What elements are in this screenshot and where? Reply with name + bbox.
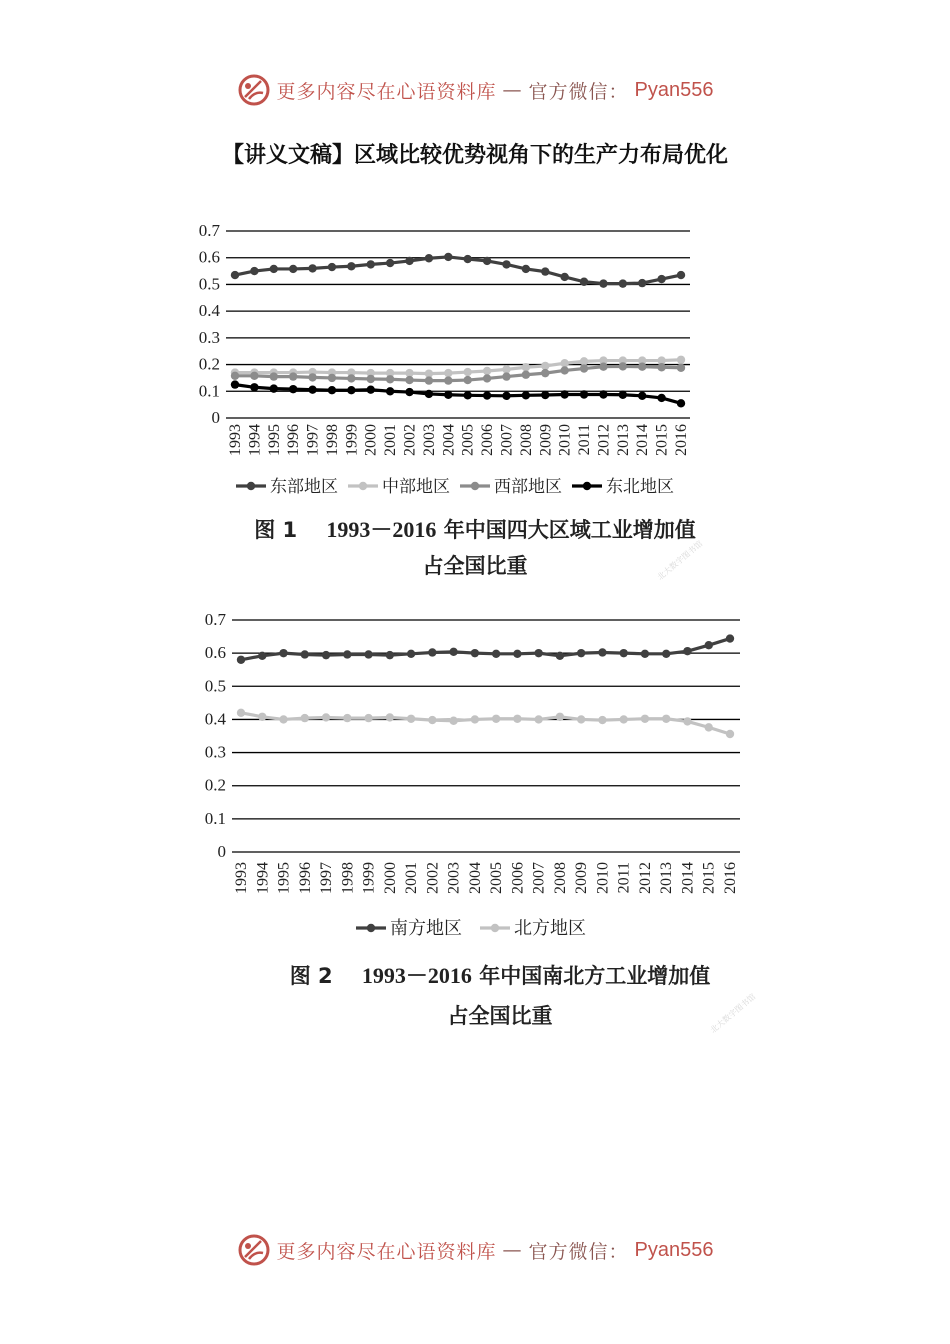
data-point [301,650,309,658]
data-point [279,715,287,723]
data-point [726,634,734,642]
x-tick-label: 1997 [304,424,322,456]
data-point [386,713,394,721]
x-tick-label: 1996 [285,424,303,456]
x-tick-label: 1998 [339,862,357,894]
x-tick-label: 2008 [517,424,535,456]
data-point [428,648,436,656]
x-tick-label: 2011 [576,424,594,456]
series-line [241,639,730,660]
data-point [619,649,627,657]
legend-marker [367,924,375,932]
document-title: 【讲义文稿】区域比较优势视角下的生产力布局优化 [221,143,728,168]
data-point [556,713,564,721]
x-tick-label: 2009 [537,424,555,456]
data-point [258,652,266,660]
data-point [428,716,436,724]
data-point [705,723,713,731]
y-tick-label: 0.7 [198,221,220,240]
data-point [619,715,627,723]
x-tick-label: 1993 [233,862,250,894]
y-tick-label: 0.1 [198,381,220,401]
x-tick-label: 2015 [700,862,718,894]
x-tick-label: 2004 [440,424,458,456]
data-point [279,649,287,657]
x-tick-label: 2003 [420,424,438,456]
y-tick-label: 0.1 [204,808,226,828]
data-point [534,649,542,657]
data-point [556,652,564,660]
legend-label: 西部地区 [494,477,562,496]
x-tick-label: 2003 [445,862,463,894]
x-tick-label: 2013 [658,862,676,894]
data-point [237,656,245,664]
figure2-caption-line1 [25,958,950,994]
x-tick-label: 2015 [653,424,671,456]
x-tick-label: 2005 [459,424,477,456]
data-point [641,715,649,723]
figure2-watermark: 北大数字图书馆 [708,992,758,1035]
y-tick-label: 0 [217,842,226,861]
x-tick-label: 2000 [362,424,380,456]
banner-wechat-id: Pyan556 [634,78,714,101]
y-tick-label: 0.2 [198,354,220,374]
data-point [386,651,394,659]
x-tick-label: 1997 [318,862,336,894]
bottom-banner [0,1233,950,1267]
x-tick-label: 2001 [382,424,400,456]
x-tick-label: 2011 [615,862,633,894]
y-tick-label: 0.2 [204,775,226,795]
data-point [577,715,585,723]
data-point [449,648,457,656]
x-tick-label: 2016 [673,424,690,456]
data-point [322,713,330,721]
x-tick-label: 2008 [551,862,569,894]
y-tick-label: 0.6 [204,643,226,663]
legend-label: 东北地区 [606,477,674,496]
data-point [513,715,521,723]
figure1-label: 图 1 [254,518,298,542]
figure2-years: 1993－2016 [361,963,472,988]
data-point [492,715,500,723]
y-tick-label: 0.4 [198,301,220,321]
banner-wechat-label: 官方微信： [528,80,629,103]
data-point [407,715,415,723]
data-point [662,715,670,723]
x-tick-label: 2006 [509,862,527,894]
x-tick-label: 2002 [424,862,442,894]
data-point [492,650,500,658]
figure2-caption-line2: 占全国比重 [447,1004,553,1028]
figure1-years: 1993－2016 [326,517,437,542]
x-tick-label: 2009 [573,862,591,894]
data-point [449,717,457,725]
y-tick-label: 0.5 [198,274,220,294]
data-point [577,649,585,657]
x-tick-label: 2016 [722,862,739,894]
figure1-title-text: 年中国四大区域工业增加值 [443,518,696,542]
data-point [471,649,479,657]
data-point [534,715,542,723]
x-tick-label: 1994 [246,424,264,456]
legend-label: 南方地区 [390,918,462,938]
x-tick-label: 1999 [360,862,378,894]
x-tick-label: 1996 [296,862,314,894]
legend-label: 东部地区 [270,477,338,496]
x-tick-label: 2005 [488,862,506,894]
x-tick-label: 2007 [498,424,516,456]
data-point [598,648,606,656]
data-point [258,713,266,721]
data-point [343,650,351,658]
x-tick-label: 2013 [614,424,632,456]
data-point [471,715,479,723]
figure2-label: 图 2 [289,964,333,988]
x-tick-label: 2006 [479,423,497,456]
series-line [241,713,730,734]
y-tick-label: 0.3 [198,327,220,347]
x-tick-label: 2002 [401,424,419,456]
x-tick-label: 2014 [634,424,652,456]
banner-text: 更多内容尽在心语资料库 [276,80,497,103]
data-point [726,730,734,738]
data-point [364,714,372,722]
figure1-caption-line2: 占全国比重 [422,554,528,578]
y-tick-label: 0.6 [198,247,220,267]
data-point [407,650,415,658]
data-point [513,650,521,658]
y-tick-label: 0.7 [204,610,226,629]
figure2-title-text: 年中国南北方工业增加值 [479,964,711,988]
data-point [598,716,606,724]
x-tick-label: 2004 [466,862,484,894]
data-point [237,709,245,717]
x-tick-label: 2000 [381,862,399,894]
banner-wechat-label: 官方微信： [528,1240,629,1263]
x-tick-label: 1993 [227,424,244,456]
data-point [683,717,691,725]
data-point [683,647,691,655]
x-tick-label: 2010 [594,862,612,894]
data-point [641,650,649,658]
x-tick-label: 2014 [679,862,697,894]
logo-icon [237,1233,271,1267]
x-tick-label: 2012 [636,862,654,894]
banner-text: 更多内容尽在心语资料库 [276,1240,497,1263]
data-point [343,714,351,722]
data-point [705,641,713,649]
data-point [662,650,670,658]
data-point [364,650,372,658]
x-tick-label: 2001 [403,862,421,894]
y-tick-label: 0 [211,408,220,427]
x-tick-label: 1994 [254,862,272,894]
figure1-watermark: 北大数字图书馆 [655,539,705,582]
banner-dash: — [502,79,523,101]
x-tick-label: 1999 [343,424,361,456]
banner-wechat-id: Pyan556 [634,1238,714,1261]
x-tick-label: 1995 [265,424,283,456]
data-point [301,714,309,722]
legend-label: 北方地区 [514,918,586,938]
y-tick-label: 0.3 [204,742,226,762]
x-tick-label: 2007 [530,862,548,894]
x-tick-label: 1998 [323,424,341,456]
banner-dash: — [502,1239,523,1261]
x-tick-label: 1995 [275,862,293,894]
data-point [322,651,330,659]
y-tick-label: 0.4 [204,709,226,729]
legend-label: 中部地区 [382,477,450,496]
x-tick-label: 2012 [595,424,613,456]
figure2-caption [25,958,950,1034]
legend-marker [491,924,499,932]
y-tick-label: 0.5 [204,676,226,696]
x-tick-label: 2010 [556,424,574,456]
